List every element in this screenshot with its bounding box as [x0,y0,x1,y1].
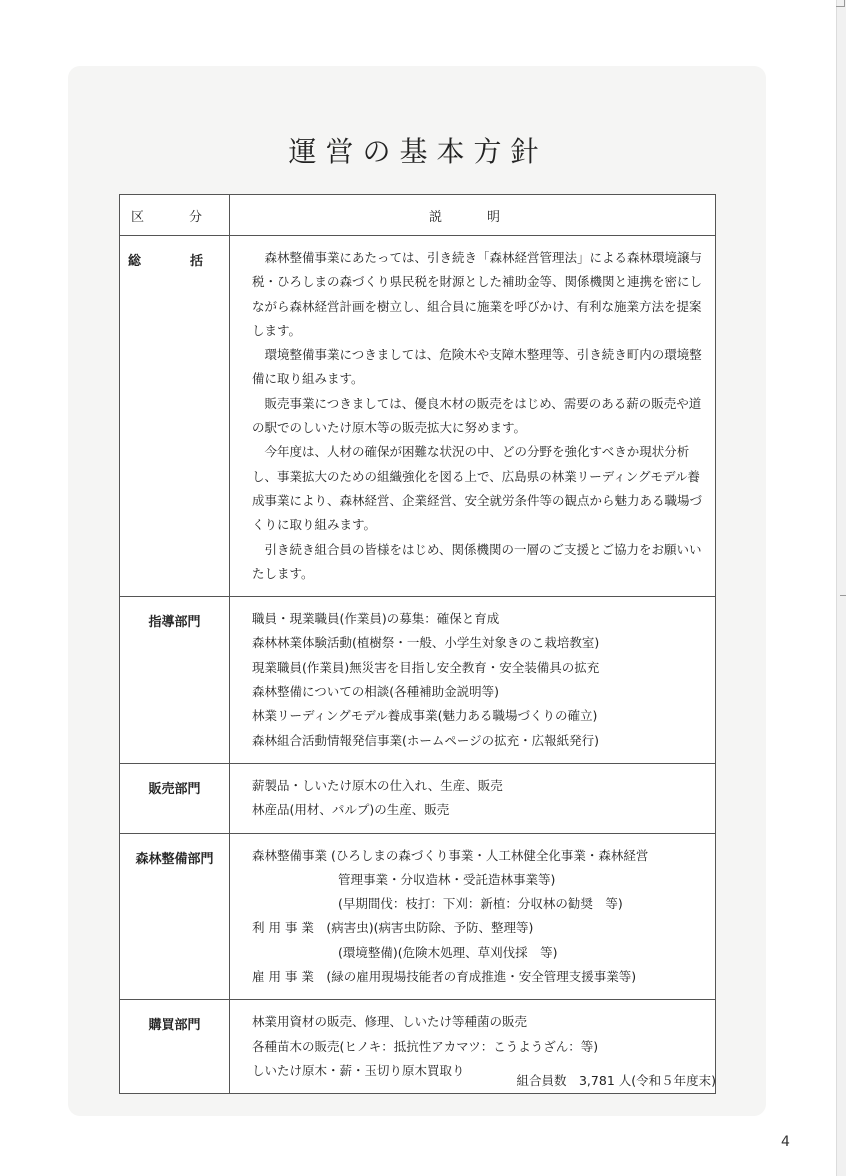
category-purchasing: 購買部門 [120,1000,230,1094]
list-item: 森林整備についての相談(各種補助金説明等) [252,684,500,700]
list-item: 利 用 事 業 (病害虫)(病害虫防除、予防、整理等) [252,920,534,936]
summary-paragraph: 今年度は、人材の確保が困難な状況の中、どの分野を強化すべきか現状分析し、事業拡大のための組織強化を図る上で、広島県の林業リーディングモデル養成事業により、森林経営、企業経営、安全就労条件等の観点から魅力ある職場づくりに取り組みます。 [252,444,703,533]
list-item: 林業リーディングモデル養成事業(魅力ある職場づくりの確立) [252,708,598,724]
list-item: 管理事業・分収造林・受託造林事業等) [338,871,556,887]
list-item: 各種苗木の販売(ヒノキ：抵抗性アカマツ：こうようざん：等) [252,1038,599,1054]
list-item: 森林組合活動情報発信事業(ホームページの拡充・広報紙発行) [252,732,600,748]
list-item: 現業職員(作業員)無災害を目指し安全教育・安全装備具の拡充 [252,659,600,675]
list-item: 林業用資材の販売、修理、しいたけ等種菌の販売 [252,1014,528,1030]
crop-mark [836,0,845,7]
members-count-note: 組合員数 3,781 人(令和５年度末) [516,1073,716,1088]
list-item: 林産品(用材、パルプ)の生産、販売 [252,802,450,818]
page-title: 運営の基本方針 [288,135,548,168]
summary-paragraph: 森林整備事業にあたっては、引き続き「森林経営管理法」による森林環境譲与税・ひろしまの森づくり県民税を財源とした補助金等、関係機関と連携を密にしながら森林経営計画を樹立し、組合員に施業を呼びかけ、有利な施業方法を提案します。 [252,250,703,338]
category-guidance: 指導部門 [120,597,230,764]
list-item: 森林林業体験活動(植樹祭・一般、小学生対象きのこ栽培教室) [252,635,600,651]
page-number: 4 [781,1134,790,1150]
list-item: 森林整備事業 (ひろしまの森づくり事業・人工林健全化事業・森林経営 [252,847,649,863]
list-item: 雇 用 事 業 (緑の雇用現場技能者の育成推進・安全管理支援事業等) [252,969,637,985]
summary-paragraph: 販売事業につきましては、優良木材の販売をはじめ、需要のある薪の販売や道の駅でのしいたけ原木等の販売拡大に努めます。 [252,395,702,436]
list-item: 職員・現業職員(作業員)の募集：確保と育成 [252,611,500,627]
category-sales: 販売部門 [120,763,230,833]
summary-paragraph: 引き続き組合員の皆様をはじめ、関係機関の一層のご支援とご協力をお願いいたします。 [252,541,702,581]
category-forestry: 森林整備部門 [120,833,230,1000]
summary-description [230,236,716,597]
header-category: 区 分 [120,195,230,236]
edge-tick [840,595,846,596]
table-row-sales [120,763,716,833]
guidance-description [230,597,716,764]
policy-table [119,194,716,1094]
table-row-forestry [120,833,716,1000]
table-row-guidance [120,597,716,764]
list-item: しいたけ原木・薪・玉切り原木買取り [252,1062,465,1078]
table-header-row [120,195,716,236]
sales-description [230,763,716,833]
list-item: (早期間伐：枝打：下刈：新植：分収林の勧奨 等) [338,896,623,912]
category-summary: 総 括 [120,236,230,597]
summary-paragraph: 環境整備事業につきましては、危険木や支障木整理等、引き続き町内の環境整備に取り組みます。 [252,347,702,387]
list-item: (環境整備)(危険木処理、草刈伐採 等) [338,944,558,960]
forestry-description [230,833,716,1000]
table-row-summary [120,236,716,597]
page-edge-strip [836,0,846,1176]
list-item: 薪製品・しいたけ原木の仕入れ、生産、販売 [252,777,503,793]
header-description: 説 明 [230,195,716,236]
